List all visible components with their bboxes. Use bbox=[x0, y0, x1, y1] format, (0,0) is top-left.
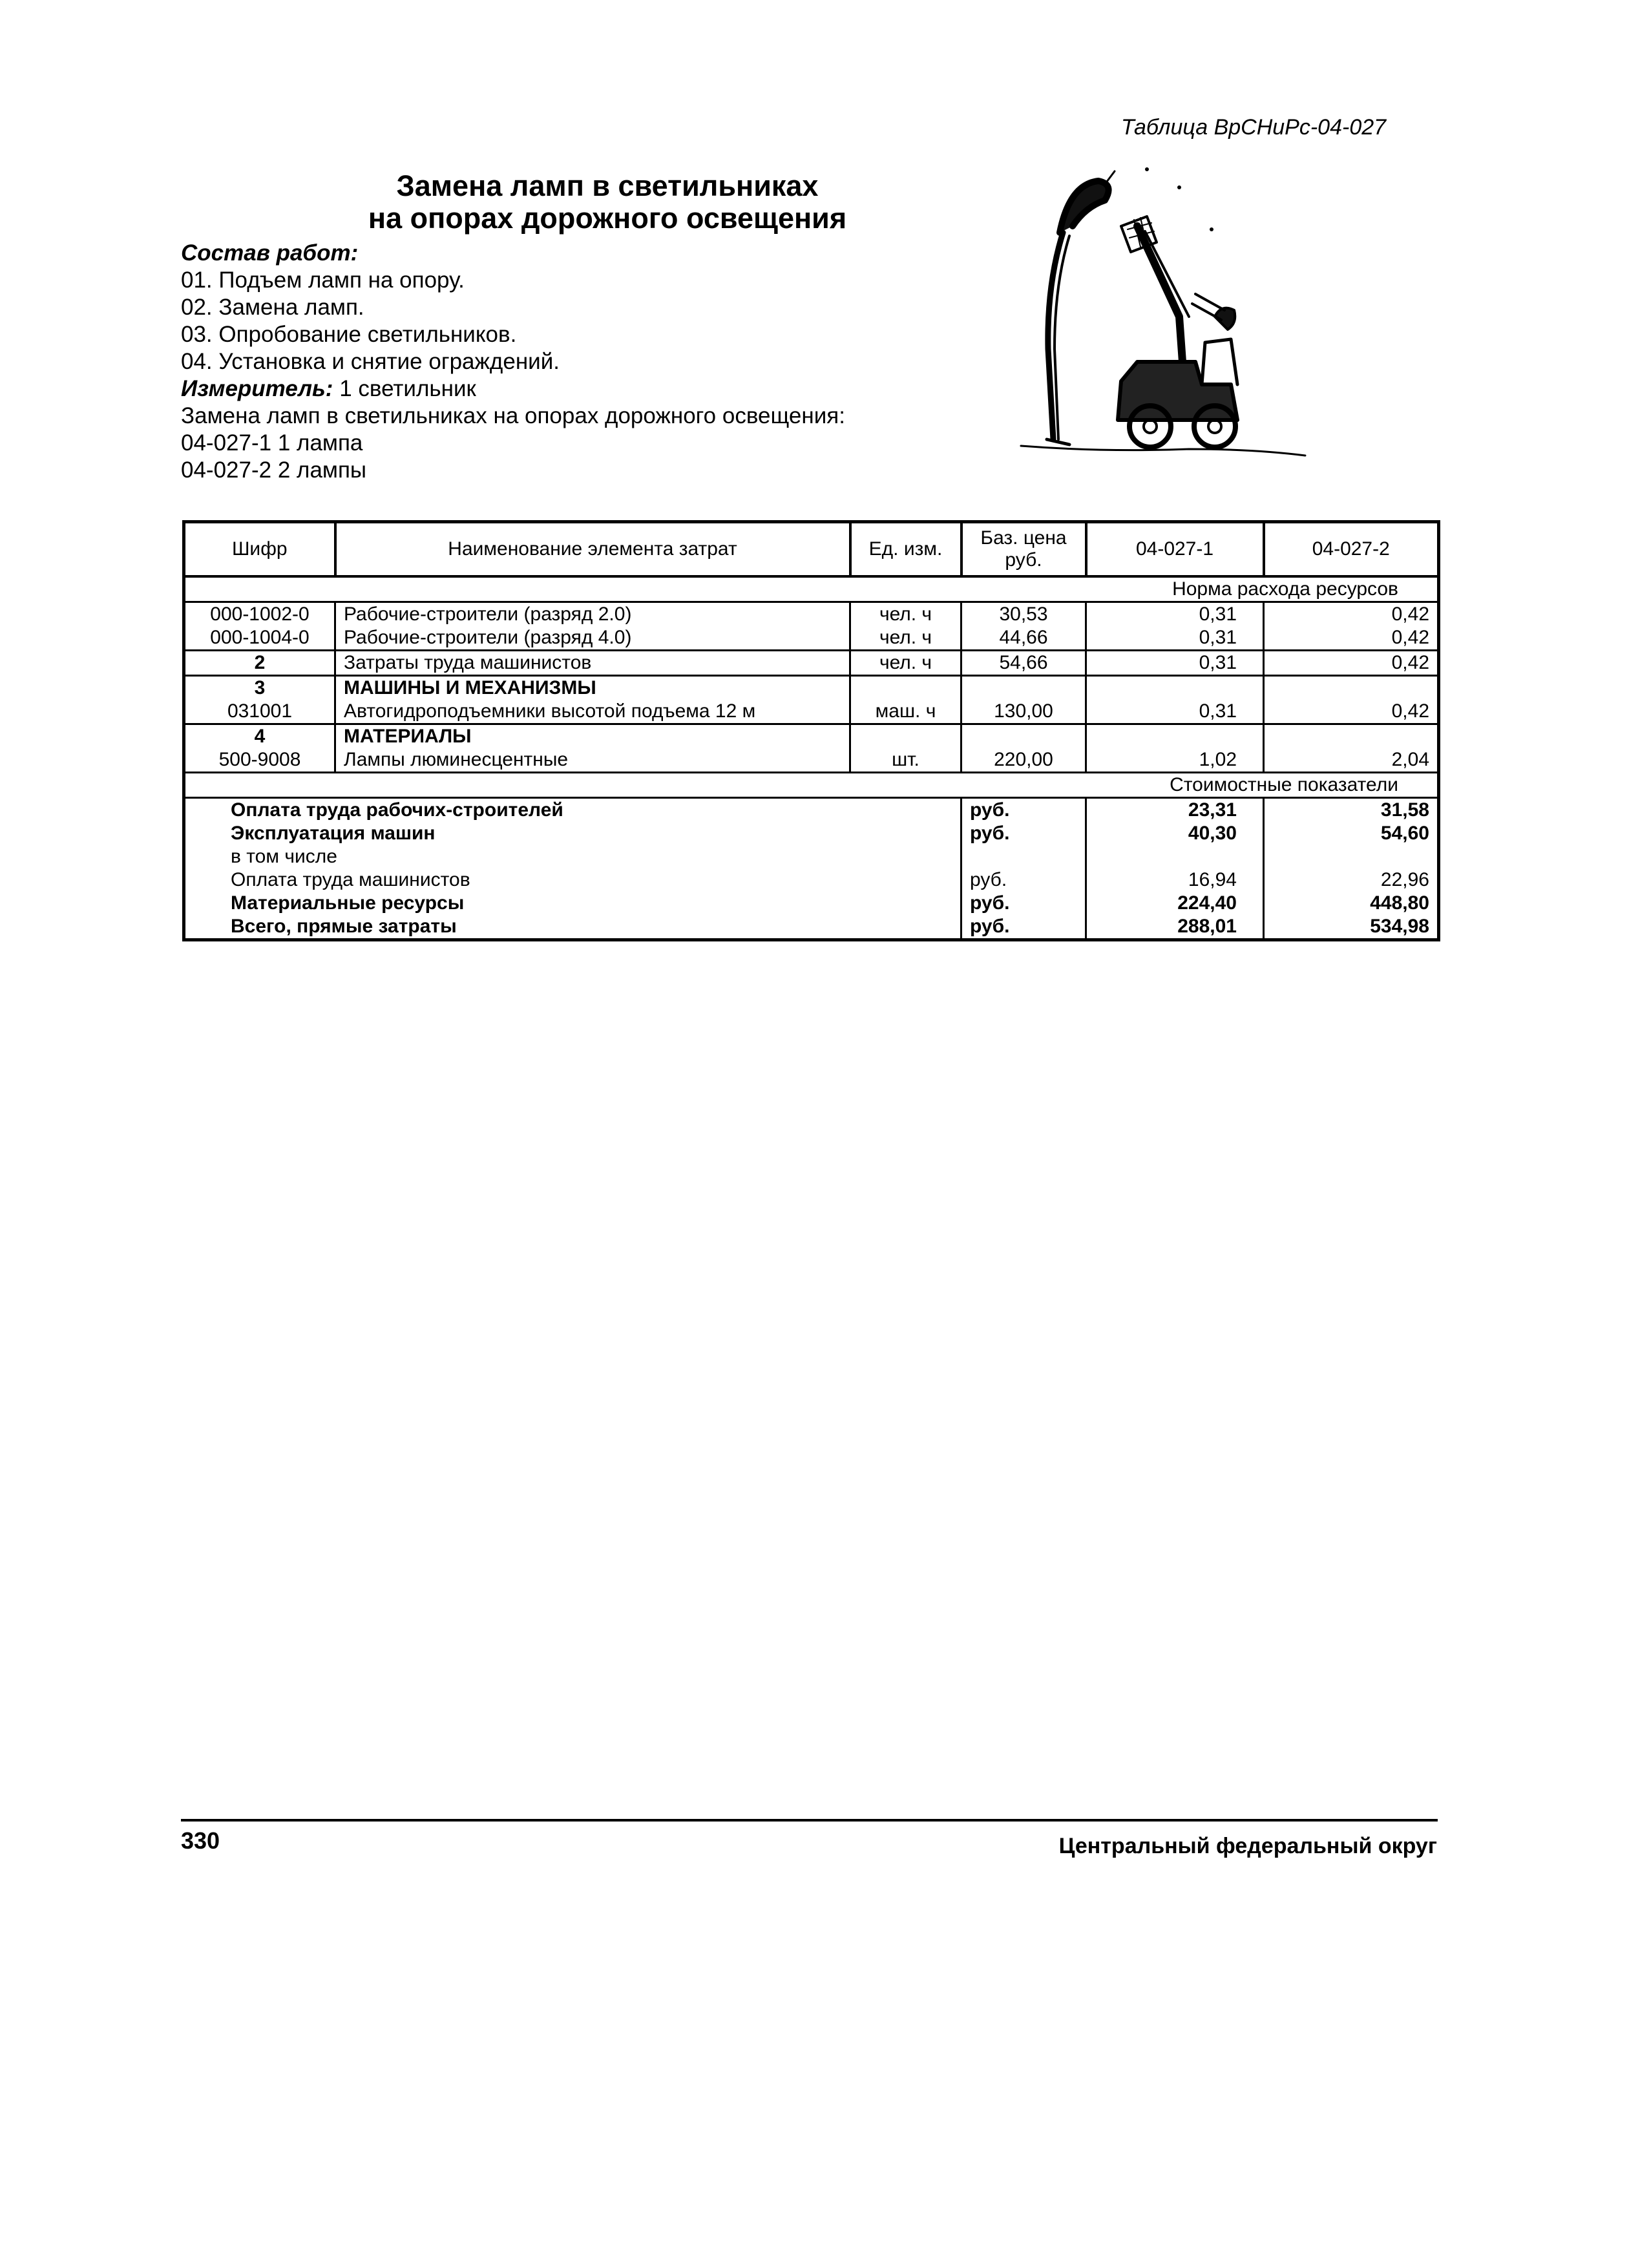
cost-value-2: 22,96 bbox=[1264, 868, 1439, 892]
cost-name: Эксплуатация машин bbox=[184, 822, 961, 845]
row-value-2: 0,42 bbox=[1264, 602, 1439, 627]
cost-unit: руб. bbox=[961, 915, 1086, 940]
column-header-variant-1: 04-027-1 bbox=[1086, 522, 1264, 577]
row-name: Автогидроподъемники высотой подъема 12 м bbox=[335, 700, 850, 724]
row-name: Затраты труда машинистов bbox=[335, 651, 850, 676]
table-row bbox=[184, 724, 1439, 749]
cost-value-1: 224,40 bbox=[1086, 892, 1264, 915]
column-header-code: Шифр bbox=[184, 522, 335, 577]
cost-value-2: 534,98 bbox=[1264, 915, 1439, 940]
row-value-1: 1,02 bbox=[1086, 748, 1264, 773]
cost-value-1 bbox=[1086, 845, 1264, 868]
cost-row bbox=[184, 798, 1439, 823]
row-price: 44,66 bbox=[961, 626, 1086, 651]
cost-value-1: 288,01 bbox=[1086, 915, 1264, 940]
cost-name: Материальные ресурсы bbox=[184, 892, 961, 915]
table-row bbox=[184, 748, 1439, 773]
cost-row bbox=[184, 822, 1439, 845]
cost-unit bbox=[961, 845, 1086, 868]
row-name: МАТЕРИАЛЫ bbox=[335, 724, 850, 749]
column-header-base-price: Баз. цена руб. bbox=[961, 522, 1086, 577]
cost-value-2 bbox=[1264, 845, 1439, 868]
table-row bbox=[184, 700, 1439, 724]
table-reference: Таблица ВрСНиРс-04-027 bbox=[1121, 115, 1387, 140]
row-unit bbox=[850, 724, 961, 749]
row-value-1: 0,31 bbox=[1086, 602, 1264, 627]
row-value-1 bbox=[1086, 724, 1264, 749]
cost-name: Оплата труда машинистов bbox=[184, 868, 961, 892]
row-price bbox=[961, 724, 1086, 749]
row-price: 30,53 bbox=[961, 602, 1086, 627]
composition-item: 04. Установка и снятие ограждений. bbox=[181, 349, 560, 374]
variant-line: 04-027-2 2 лампы bbox=[181, 457, 367, 483]
resource-norms-table bbox=[182, 520, 1440, 941]
cost-row bbox=[184, 892, 1439, 915]
row-unit: маш. ч bbox=[850, 700, 961, 724]
row-price: 130,00 bbox=[961, 700, 1086, 724]
row-code: 031001 bbox=[184, 700, 335, 724]
row-name: Рабочие-строители (разряд 4.0) bbox=[335, 626, 850, 651]
column-header-unit: Ед. изм. bbox=[850, 522, 961, 577]
row-code: 000-1002-0 bbox=[184, 602, 335, 627]
variant-line: 04-027-1 1 лампа bbox=[181, 430, 363, 456]
cost-row bbox=[184, 868, 1439, 892]
aerial-lift-illustration bbox=[1008, 155, 1318, 491]
composition-item: 03. Опробование светильников. bbox=[181, 322, 517, 347]
footer-region: Центральный федеральный округ bbox=[1058, 1834, 1437, 1858]
cost-value-1: 40,30 bbox=[1086, 822, 1264, 845]
page-number: 330 bbox=[181, 1827, 220, 1854]
row-price bbox=[961, 676, 1086, 700]
row-code: 3 bbox=[184, 676, 335, 700]
meter-value: 1 светильник bbox=[339, 376, 476, 401]
row-value-2 bbox=[1264, 676, 1439, 700]
page-title-line-1: Замена ламп в светильниках bbox=[396, 169, 819, 202]
row-value-2: 0,42 bbox=[1264, 626, 1439, 651]
table-row bbox=[184, 602, 1439, 627]
section-header-row bbox=[184, 773, 1439, 798]
cost-row bbox=[184, 915, 1439, 940]
table-row bbox=[184, 651, 1439, 676]
cost-row bbox=[184, 845, 1439, 868]
row-value-1: 0,31 bbox=[1086, 626, 1264, 651]
row-value-1 bbox=[1086, 676, 1264, 700]
row-value-1: 0,31 bbox=[1086, 700, 1264, 724]
section-header-row bbox=[184, 576, 1439, 602]
table-row bbox=[184, 626, 1439, 651]
cost-unit: руб. bbox=[961, 868, 1086, 892]
cost-name: Оплата труда рабочих-строителей bbox=[184, 798, 961, 823]
composition-item: 01. Подъем ламп на опору. bbox=[181, 268, 465, 293]
row-name: Лампы люминесцентные bbox=[335, 748, 850, 773]
row-unit: шт. bbox=[850, 748, 961, 773]
cost-value-1: 23,31 bbox=[1086, 798, 1264, 823]
row-code: 4 bbox=[184, 724, 335, 749]
row-value-1: 0,31 bbox=[1086, 651, 1264, 676]
cost-value-1: 16,94 bbox=[1086, 868, 1264, 892]
row-unit: чел. ч bbox=[850, 651, 961, 676]
row-value-2: 2,04 bbox=[1264, 748, 1439, 773]
row-price: 54,66 bbox=[961, 651, 1086, 676]
row-unit: чел. ч bbox=[850, 602, 961, 627]
cost-value-2: 31,58 bbox=[1264, 798, 1439, 823]
table-row bbox=[184, 676, 1439, 700]
cost-name: Всего, прямые затраты bbox=[184, 915, 961, 940]
row-price: 220,00 bbox=[961, 748, 1086, 773]
row-name: Рабочие-строители (разряд 2.0) bbox=[335, 602, 850, 627]
meter-line bbox=[181, 376, 476, 402]
column-header-name: Наименование элемента затрат bbox=[335, 522, 850, 577]
page-title-line-2: на опорах дорожного освещения bbox=[368, 202, 847, 235]
row-code: 500-9008 bbox=[184, 748, 335, 773]
cost-unit: руб. bbox=[961, 892, 1086, 915]
table-header-row bbox=[184, 522, 1439, 577]
row-value-2: 0,42 bbox=[1264, 700, 1439, 724]
work-description: Замена ламп в светильниках на опорах дорожного освещения: bbox=[181, 403, 845, 428]
cost-value-2: 448,80 bbox=[1264, 892, 1439, 915]
composition-item: 02. Замена ламп. bbox=[181, 295, 364, 320]
row-name: МАШИНЫ И МЕХАНИЗМЫ bbox=[335, 676, 850, 700]
composition-label: Состав работ: bbox=[181, 240, 359, 266]
section-norms-label: Норма расхода ресурсов bbox=[184, 576, 1439, 602]
row-code: 2 bbox=[184, 651, 335, 676]
cost-unit: руб. bbox=[961, 822, 1086, 845]
meter-label: Измеритель: bbox=[181, 376, 333, 401]
row-code: 000-1004-0 bbox=[184, 626, 335, 651]
cost-value-2: 54,60 bbox=[1264, 822, 1439, 845]
row-unit: чел. ч bbox=[850, 626, 961, 651]
row-value-2 bbox=[1264, 724, 1439, 749]
row-value-2: 0,42 bbox=[1264, 651, 1439, 676]
row-unit bbox=[850, 676, 961, 700]
column-header-variant-2: 04-027-2 bbox=[1264, 522, 1439, 577]
footer-divider bbox=[181, 1819, 1438, 1822]
cost-unit: руб. bbox=[961, 798, 1086, 823]
section-costs-label: Стоимостные показатели bbox=[184, 773, 1439, 798]
cost-name: в том числе bbox=[184, 845, 961, 868]
